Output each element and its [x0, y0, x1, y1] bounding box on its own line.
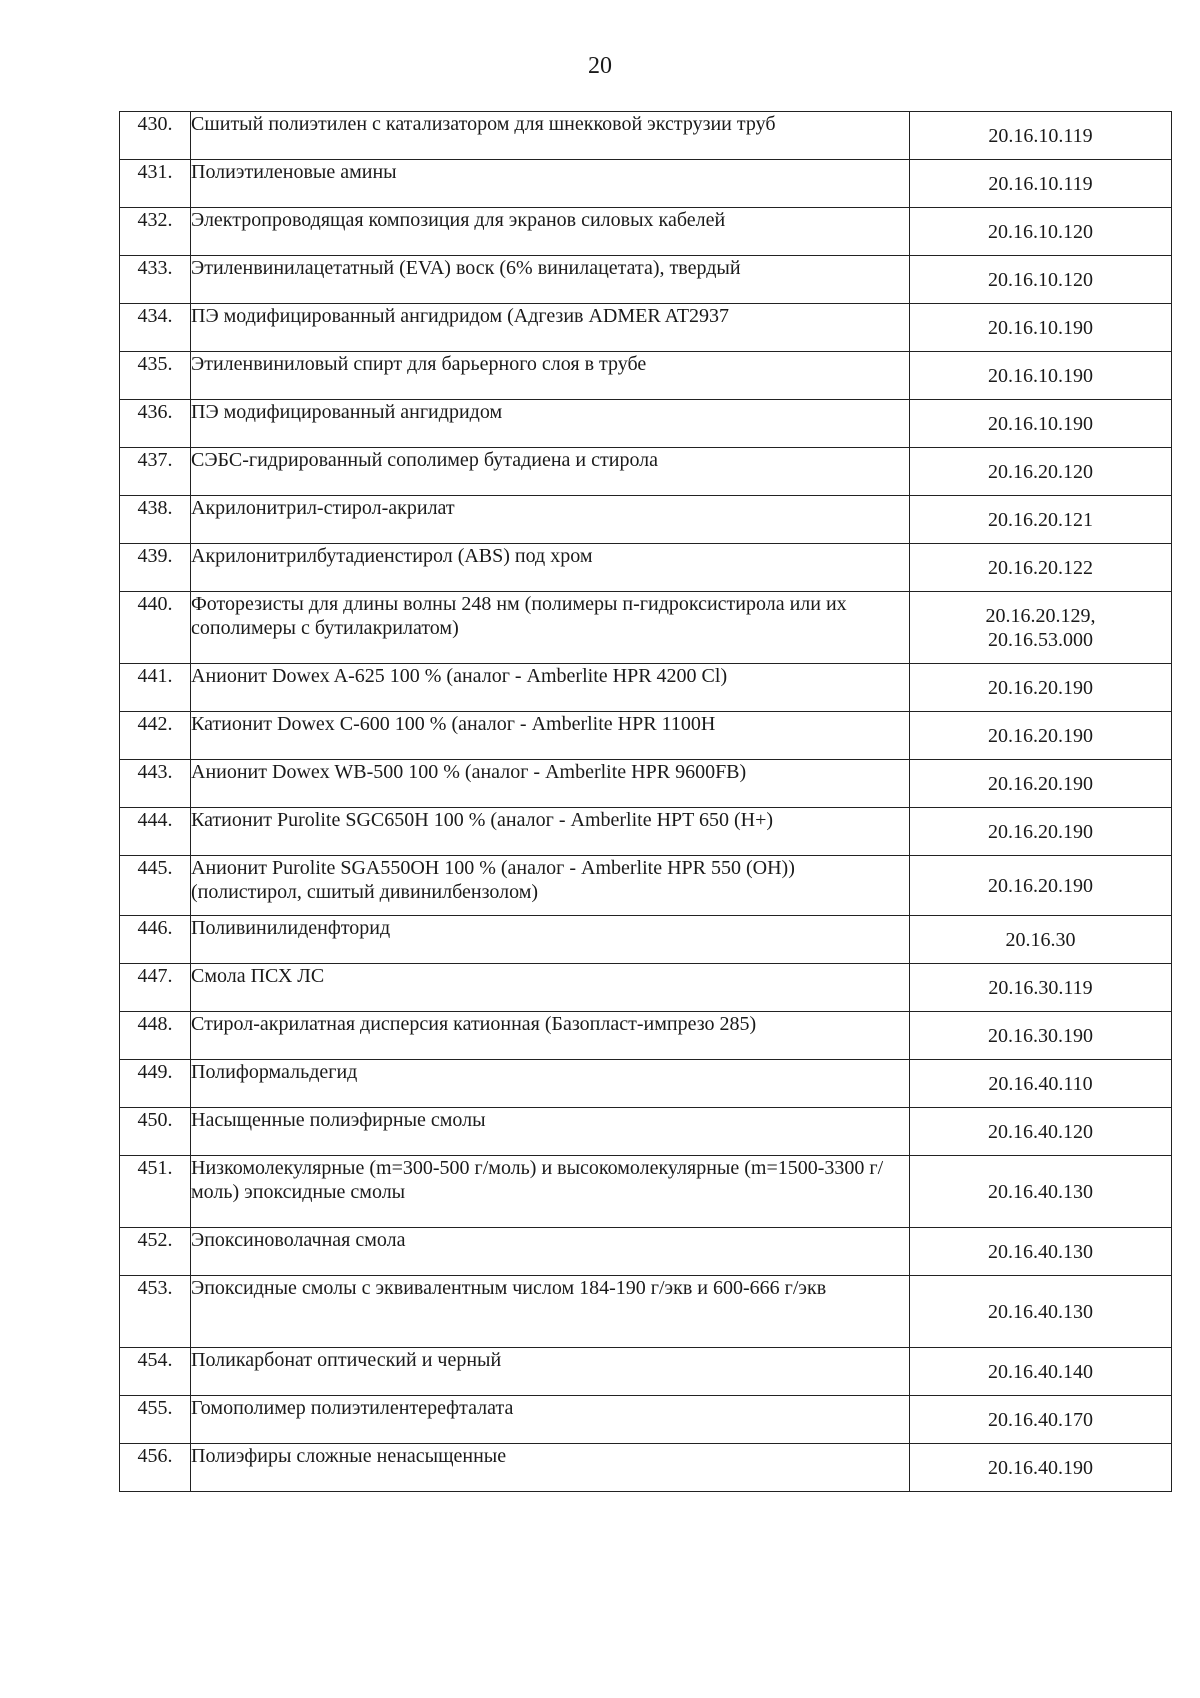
okpd-code: 20.16.40.120 — [988, 1120, 1093, 1143]
okpd-code-cell — [910, 1444, 1172, 1492]
okpd-code: 20.16.40.190 — [988, 1456, 1093, 1479]
okpd-code-cell — [910, 160, 1172, 208]
okpd-code-cell — [910, 1348, 1172, 1396]
product-name: Этиленвинилацетатный (EVA) воск (6% винилацетата), твердый — [191, 256, 910, 304]
table-row — [120, 496, 1172, 544]
row-number: 439. — [120, 544, 191, 592]
row-number: 438. — [120, 496, 191, 544]
okpd-code: 20.16.40.140 — [988, 1360, 1093, 1383]
table-row — [120, 760, 1172, 808]
table-row — [120, 1276, 1172, 1348]
row-number: 434. — [120, 304, 191, 352]
product-name: Поликарбонат оптический и черный — [191, 1348, 910, 1396]
row-number: 441. — [120, 664, 191, 712]
row-number: 446. — [120, 916, 191, 964]
product-name: Полиэфиры сложные ненасыщенные — [191, 1444, 910, 1492]
okpd-code-cell — [910, 964, 1172, 1012]
product-name: ПЭ модифицированный ангидридом — [191, 400, 910, 448]
okpd-code: 20.16.40.130 — [988, 1180, 1093, 1203]
row-number: 456. — [120, 1444, 191, 1492]
table-row — [120, 808, 1172, 856]
okpd-code-cell — [910, 1276, 1172, 1348]
okpd-code: 20.16.20.120 — [988, 460, 1093, 483]
okpd-code-cell — [910, 208, 1172, 256]
table-row — [120, 448, 1172, 496]
table-row — [120, 256, 1172, 304]
row-number: 432. — [120, 208, 191, 256]
product-code-table — [119, 111, 1172, 1492]
table-row — [120, 1156, 1172, 1228]
row-number: 455. — [120, 1396, 191, 1444]
okpd-code-cell — [910, 760, 1172, 808]
okpd-code-cell — [910, 1228, 1172, 1276]
okpd-code-cell — [910, 448, 1172, 496]
okpd-code: 20.16.20.190 — [988, 676, 1093, 699]
okpd-code: 20.16.10.190 — [988, 316, 1093, 339]
okpd-code: 20.16.30 — [1005, 928, 1076, 951]
okpd-code-cell — [910, 544, 1172, 592]
product-name: Этиленвиниловый спирт для барьерного слоя в трубе — [191, 352, 910, 400]
product-name: Смола ПСХ ЛС — [191, 964, 910, 1012]
product-name: Поливинилиденфторид — [191, 916, 910, 964]
okpd-code-cell — [910, 1396, 1172, 1444]
okpd-code-cell — [910, 1156, 1172, 1228]
row-number: 444. — [120, 808, 191, 856]
row-number: 430. — [120, 112, 191, 160]
row-number: 450. — [120, 1108, 191, 1156]
table-body — [120, 112, 1172, 1492]
product-name: ПЭ модифицированный ангидридом (Адгезив ADMER AT2937 — [191, 304, 910, 352]
product-name: Катионит Purolite SGC650H 100 % (аналог - Amberlite HPT 650 (H+) — [191, 808, 910, 856]
okpd-code-cell — [910, 400, 1172, 448]
table-row — [120, 112, 1172, 160]
product-name: Анионит Purolite SGA550OH 100 % (аналог - Amberlite HPR 550 (OH)) (полистирол, сшитый дивинилбензолом) — [191, 856, 910, 916]
okpd-code: 20.16.10.120 — [988, 220, 1093, 243]
table-row — [120, 664, 1172, 712]
row-number: 442. — [120, 712, 191, 760]
okpd-code: 20.16.53.000 — [988, 628, 1093, 651]
table-row — [120, 304, 1172, 352]
okpd-code-cell — [910, 496, 1172, 544]
product-name: Стирол-акрилатная дисперсия катионная (Базопласт-импрезо 285) — [191, 1012, 910, 1060]
product-name: Полиформальдегид — [191, 1060, 910, 1108]
okpd-code-cell — [910, 1060, 1172, 1108]
row-number: 448. — [120, 1012, 191, 1060]
product-name: Эпоксиноволачная смола — [191, 1228, 910, 1276]
product-name: Полиэтиленовые амины — [191, 160, 910, 208]
okpd-code-cell — [910, 256, 1172, 304]
row-number: 435. — [120, 352, 191, 400]
product-name: Насыщенные полиэфирные смолы — [191, 1108, 910, 1156]
table-row — [120, 712, 1172, 760]
row-number: 443. — [120, 760, 191, 808]
row-number: 437. — [120, 448, 191, 496]
row-number: 449. — [120, 1060, 191, 1108]
table-row — [120, 916, 1172, 964]
okpd-code: 20.16.10.119 — [988, 124, 1093, 147]
okpd-code: 20.16.20.129, — [985, 604, 1096, 627]
product-name: Электропроводящая композиция для экранов силовых кабелей — [191, 208, 910, 256]
row-number: 453. — [120, 1276, 191, 1348]
product-name: Катионит Dowex C-600 100 % (аналог - Amberlite HPR 1100H — [191, 712, 910, 760]
row-number: 447. — [120, 964, 191, 1012]
table-row — [120, 544, 1172, 592]
okpd-code: 20.16.20.121 — [988, 508, 1093, 531]
okpd-code: 20.16.20.190 — [988, 772, 1093, 795]
product-name: Сшитый полиэтилен с катализатором для шнекковой экструзии труб — [191, 112, 910, 160]
table-row — [120, 160, 1172, 208]
okpd-code: 20.16.10.190 — [988, 364, 1093, 387]
okpd-code-cell — [910, 352, 1172, 400]
okpd-code-cell — [910, 808, 1172, 856]
okpd-code-cell — [910, 664, 1172, 712]
okpd-code-cell — [910, 1012, 1172, 1060]
product-name: Анионит Dowex WB-500 100 % (аналог - Amberlite HPR 9600FB) — [191, 760, 910, 808]
table-row — [120, 352, 1172, 400]
okpd-code: 20.16.20.190 — [988, 820, 1093, 843]
product-name: Акрилонитрил-стирол-акрилат — [191, 496, 910, 544]
okpd-code: 20.16.20.122 — [988, 556, 1093, 579]
okpd-code: 20.16.30.119 — [988, 976, 1093, 999]
okpd-code: 20.16.10.190 — [988, 412, 1093, 435]
row-number: 431. — [120, 160, 191, 208]
table-row — [120, 1012, 1172, 1060]
okpd-code-cell — [910, 592, 1172, 664]
row-number: 436. — [120, 400, 191, 448]
okpd-code: 20.16.10.120 — [988, 268, 1093, 291]
product-name: Гомополимер полиэтилентерефталата — [191, 1396, 910, 1444]
product-name: Эпоксидные смолы с эквивалентным числом 184-190 г/экв и 600-666 г/экв — [191, 1276, 910, 1348]
okpd-code: 20.16.40.130 — [988, 1300, 1093, 1323]
product-name: Низкомолекулярные (m=300-500 г/моль) и высокомолекулярные (m=1500-3300 г/моль) эпоксидные смолы — [191, 1156, 910, 1228]
table-row — [120, 856, 1172, 916]
okpd-code: 20.16.10.119 — [988, 172, 1093, 195]
row-number: 452. — [120, 1228, 191, 1276]
table-row — [120, 964, 1172, 1012]
okpd-code-cell — [910, 304, 1172, 352]
table-row — [120, 592, 1172, 664]
okpd-code: 20.16.20.190 — [988, 724, 1093, 747]
table-row — [120, 1444, 1172, 1492]
product-name: Акрилонитрилбутадиенстирол (ABS) под хром — [191, 544, 910, 592]
row-number: 445. — [120, 856, 191, 916]
table-row — [120, 1108, 1172, 1156]
table-row — [120, 400, 1172, 448]
okpd-code-cell — [910, 856, 1172, 916]
okpd-code-cell — [910, 112, 1172, 160]
table-row — [120, 1060, 1172, 1108]
row-number: 454. — [120, 1348, 191, 1396]
table-row — [120, 1396, 1172, 1444]
row-number: 440. — [120, 592, 191, 664]
table-row — [120, 1348, 1172, 1396]
product-name: СЭБС-гидрированный сополимер бутадиена и стирола — [191, 448, 910, 496]
okpd-code-cell — [910, 1108, 1172, 1156]
okpd-code-cell — [910, 916, 1172, 964]
okpd-code: 20.16.40.130 — [988, 1240, 1093, 1263]
row-number: 451. — [120, 1156, 191, 1228]
okpd-code: 20.16.20.190 — [988, 874, 1093, 897]
okpd-code: 20.16.40.170 — [988, 1408, 1093, 1431]
okpd-code: 20.16.40.110 — [988, 1072, 1093, 1095]
table-row — [120, 1228, 1172, 1276]
row-number: 433. — [120, 256, 191, 304]
product-name: Анионит Dowex A-625 100 % (аналог - Amberlite HPR 4200 Cl) — [191, 664, 910, 712]
okpd-code: 20.16.30.190 — [988, 1024, 1093, 1047]
okpd-code-cell — [910, 712, 1172, 760]
page-number: 20 — [588, 53, 612, 79]
table-row — [120, 208, 1172, 256]
product-name: Фоторезисты для длины волны 248 нм (полимеры п-гидроксистирола или их сополимеры с бутилакрилатом) — [191, 592, 910, 664]
